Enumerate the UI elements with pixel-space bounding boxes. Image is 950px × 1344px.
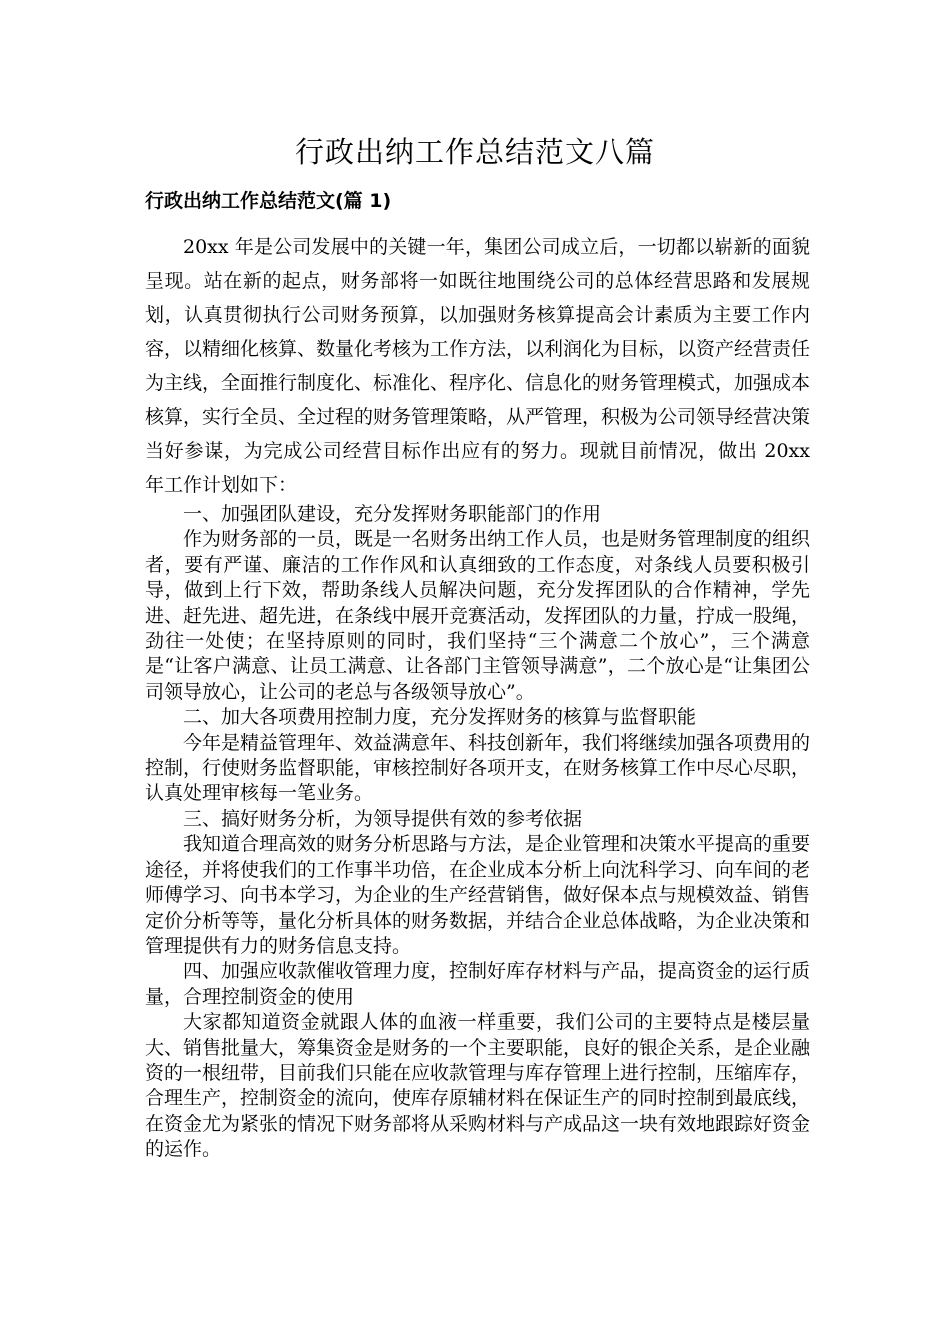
subheading-receivables: 四、加强应收款催收管理力度，控制好库存材料与产品，提高资金的运行质量，合理控制资金的使用 [145, 960, 811, 1008]
document-body [145, 230, 810, 1163]
subheading-cost-control: 二、加大各项费用控制力度，充分发挥财务的核算与监督职能 [183, 706, 697, 729]
subheading-financial-analysis: 三、搞好财务分析，为领导提供有效的参考依据 [183, 807, 583, 830]
subheading-team-building: 一、加强团队建设，充分发挥财务职能部门的作用 [183, 503, 602, 525]
paragraph-receivables: 大家都知道资金就跟人体的血液一样重要，我们公司的主要特点是楼层量大、销售批量大，筹集资金是财务的一个主要职能，良好的银企关系，是企业融资的一根纽带，目前我们只能在应收款管理与库存管理上进行控制，压缩库存，合理生产，控制资金的流向，使库存原辅材料在保证生产的同时控制到最底线，在资金尤为紧张的情况下财务部将从采购材料与产成品这一块有效地跟踪好资金的运作。 [145, 1011, 811, 1161]
paragraph-team-building: 作为财务部的一员，既是一名财务出纳工作人员，也是财务管理制度的组织者，要有严谨、廉洁的工作作风和认真细致的工作态度，对条线人员要积极引导，做到上行下效，帮助条线人员解决问题，充分发挥团队的合作精神，学先进、赶先进、超先进，在条线中展开竞赛活动，发挥团队的力量，拧成一股绳，劲往一处使；在坚持原则的同时，我们坚持“三个满意二个放心”，三个满意是“让客户满意、让员工满意、让各部门主管领导满意”，二个放心是“让集团公司领导放心，让公司的老总与各级领导放心”。 [145, 528, 811, 703]
document-title: 行政出纳工作总结范文八篇 [294, 135, 655, 169]
paragraph-cost-control: 今年是精益管理年、效益满意年、科技创新年，我们将继续加强各项费用的控制，行使财务监督职能，审核控制好各项开支，在财务核算工作中尽心尽职，认真处理审核每一笔业务。 [145, 731, 811, 805]
paragraph-financial-analysis: 我知道合理高效的财务分析思路与方法，是企业管理和决策水平提高的重要途径，并将使我们的工作事半功倍，在企业成本分析上向沈科学习、向车间的老师傅学习、向书本学习，为企业的生产经营销售，做好保本点与规模效益、销售定价分析等等，量化分析具体的财务数据，并结合企业总体战略，为企业决策和管理提供有力的财务信息支持。 [145, 833, 811, 957]
paragraph-intro: 20xx 年是公司发展中的关键一年，集团公司成立后，一切都以崭新的面貌呈现。站在新的起点，财务部将一如既往地围绕公司的总体经营思路和发展规划，认真贯彻执行公司财务预算，以加强财务核算提高会计素质为主要工作内容，以精细化核算、数量化考核为工作方法，以利润化为目标，以资产经营责任为主线，全面推行制度化、标准化、程序化、信息化的财务管理模式，加强成本核算，实行全员、全过程的财务管理策略，从严管理，积极为公司领导经营决策当好参谋，为完成公司经营目标作出应有的努力。现就目前情况，做出 20xx 年工作计划如下： [145, 236, 811, 496]
section-heading: 行政出纳工作总结范文(篇 1) [145, 190, 392, 212]
